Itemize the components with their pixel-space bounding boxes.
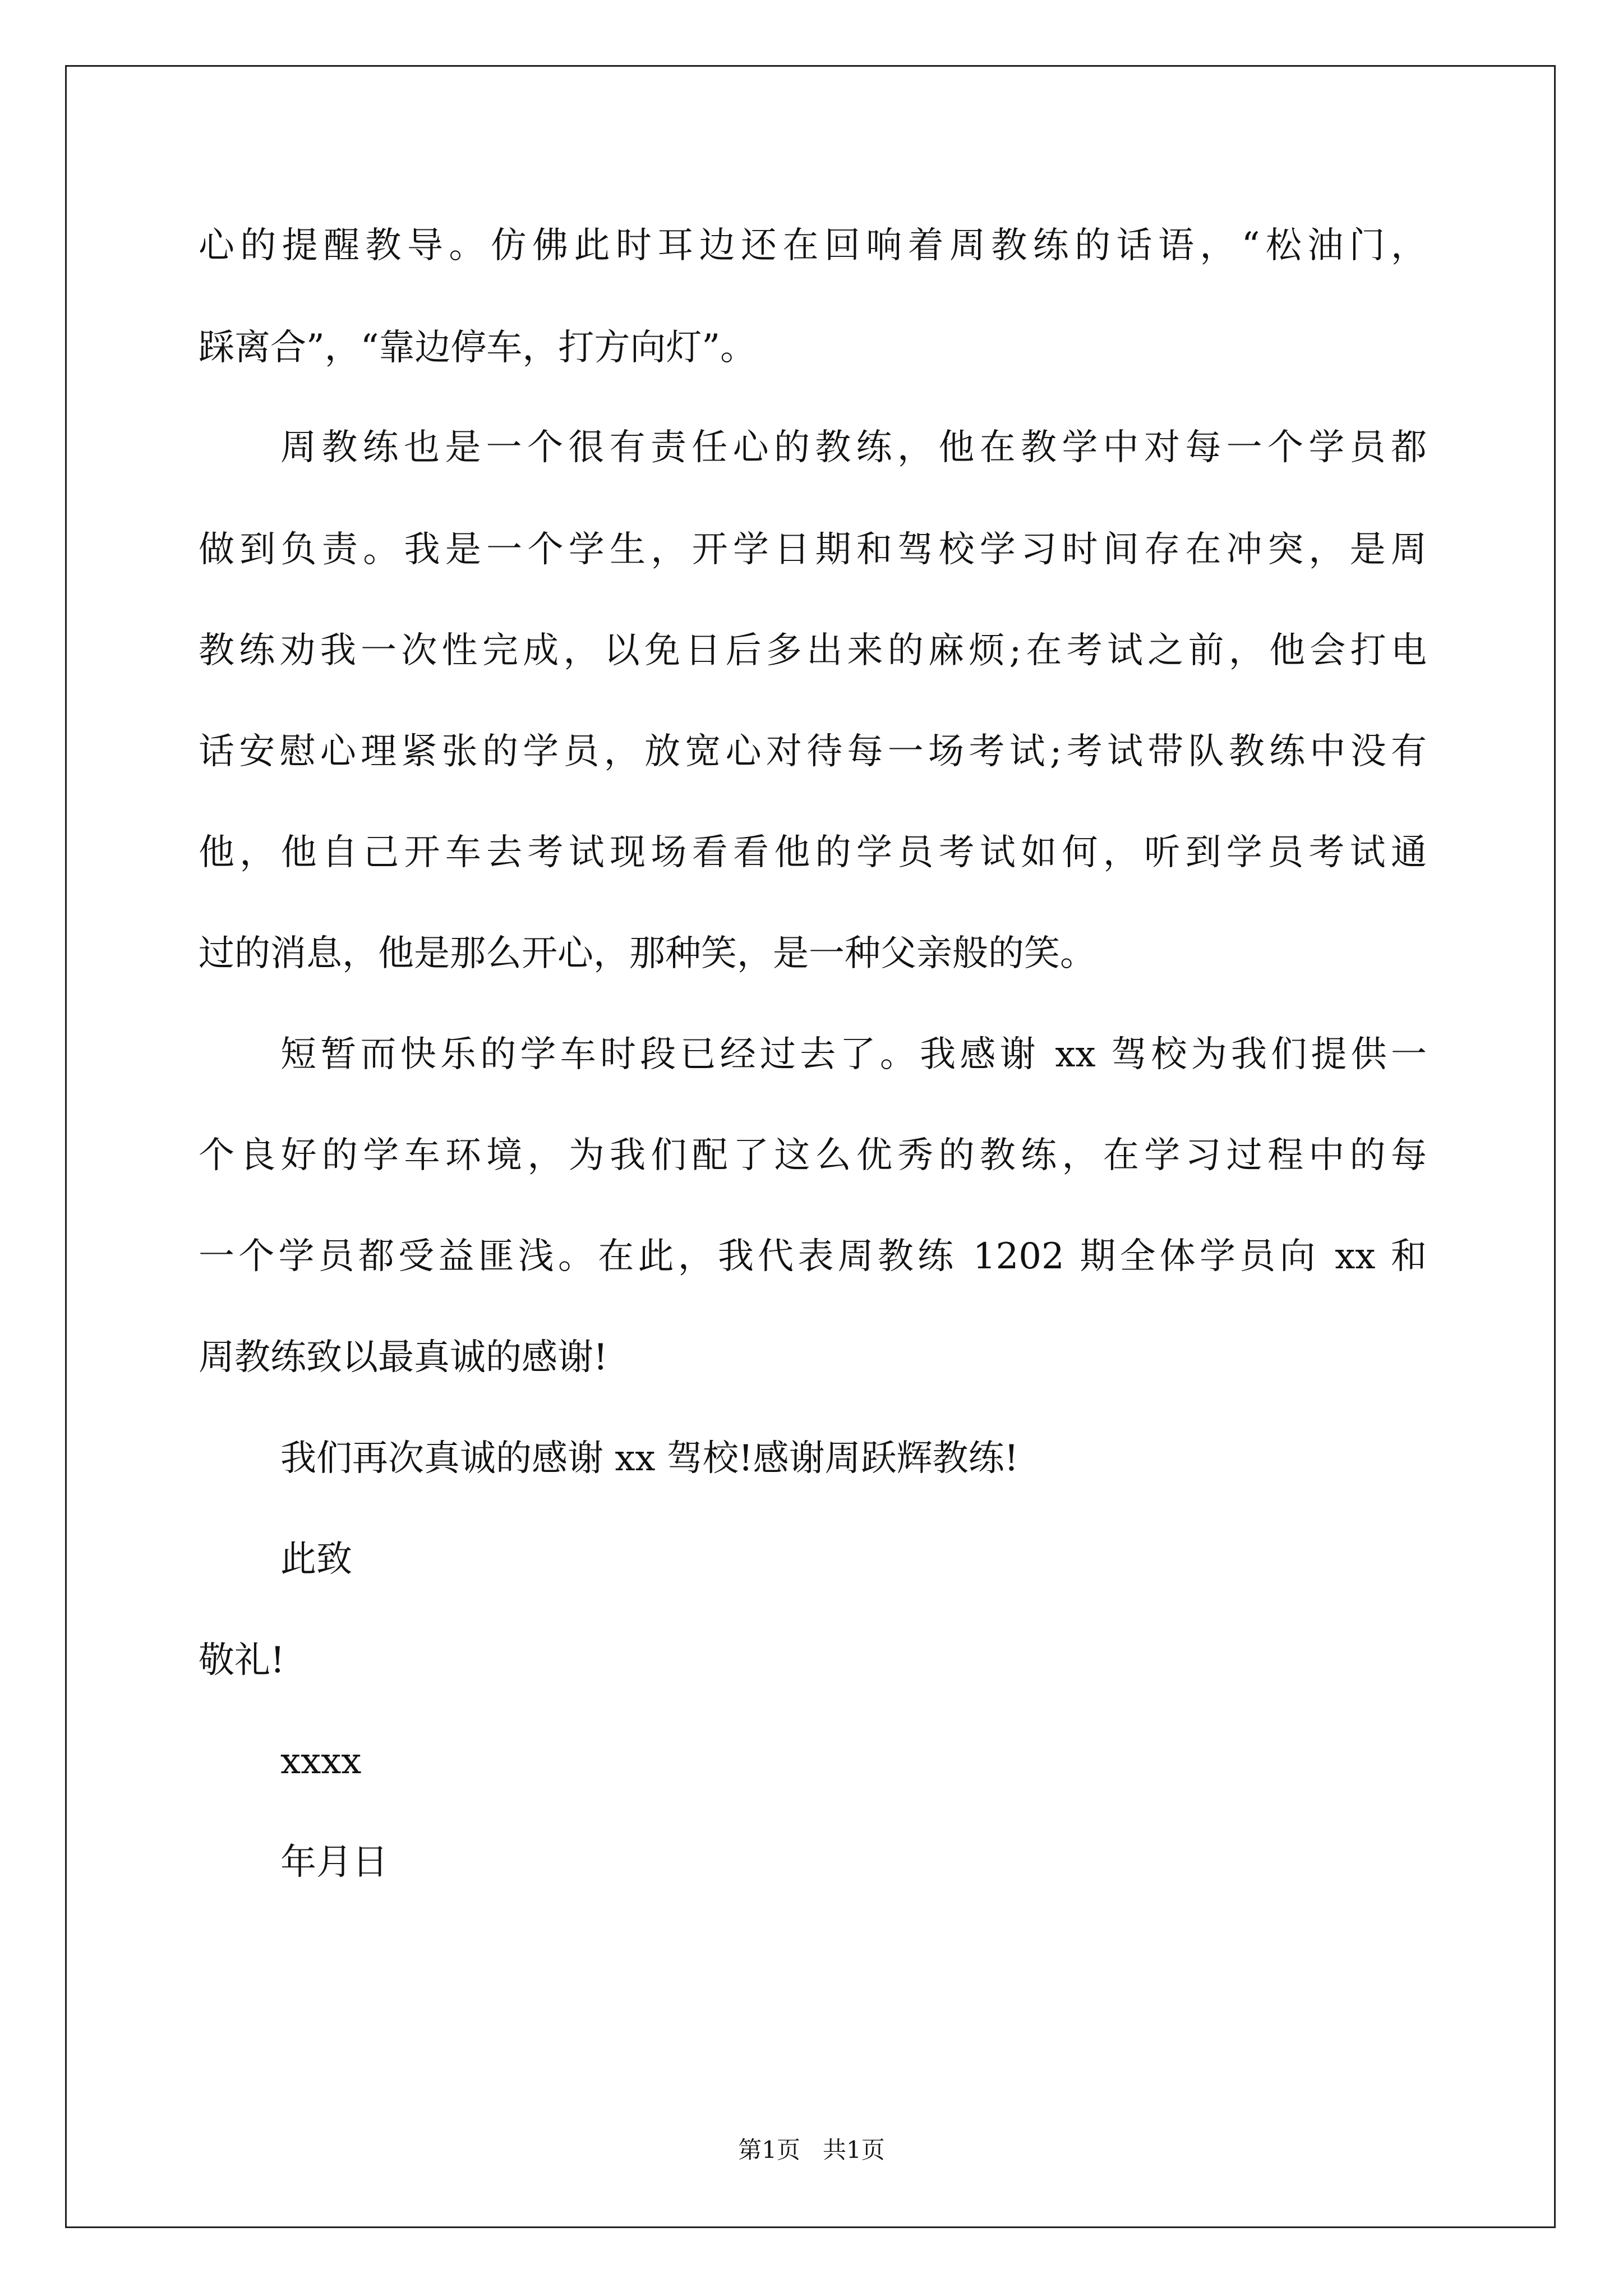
paragraph-4: 我们再次真诚的感谢 xx 驾校!感谢周跃辉教练! [280, 1438, 1019, 1479]
paragraph-3-line-1: 短暂而快乐的学车时段已经过去了。我感谢 xx 驾校为我们提供一 [280, 1034, 1427, 1075]
page-number-footer: 第1页 共1页 [738, 2136, 885, 2164]
text-line-1: 心的提醒教导。仿佛此时耳边还在回响着周教练的话语，“松油门， [199, 225, 1427, 266]
paragraph-2-line-4: 话安慰心理紧张的学员，放宽心对待每一场考试;考试带队教练中没有 [199, 731, 1427, 772]
paragraph-3-line-4: 周教练致以最真诚的感谢! [199, 1337, 608, 1378]
closing-salutation: 此致 [280, 1539, 352, 1580]
paragraph-2-line-1: 周教练也是一个很有责任心的教练，他在教学中对每一个学员都 [280, 427, 1427, 468]
paragraph-2-line-3: 教练劝我一次性完成，以免日后多出来的麻烦;在考试之前，他会打电 [199, 630, 1427, 671]
closing-regards: 敬礼! [199, 1640, 285, 1681]
signature-date: 年月日 [280, 1842, 388, 1883]
text-line-2: 踩离合”，“靠边停车，打方向灯”。 [199, 327, 757, 369]
paragraph-2-line-5: 他，他自己开车去考试现场看看他的学员考试如何，听到学员考试通 [199, 832, 1427, 873]
paragraph-2-line-2: 做到负责。我是一个学生，开学日期和驾校学习时间存在冲突，是周 [199, 529, 1427, 570]
signature-name: xxxx [280, 1741, 362, 1782]
paragraph-3-line-3: 一个学员都受益匪浅。在此，我代表周教练 1202 期全体学员向 xx 和 [199, 1236, 1427, 1277]
paragraph-3-line-2: 个良好的学车环境，为我们配了这么优秀的教练，在学习过程中的每 [199, 1135, 1427, 1176]
paragraph-2-line-6: 过的消息，他是那么开心，那种笑，是一种父亲般的笑。 [199, 933, 1096, 974]
